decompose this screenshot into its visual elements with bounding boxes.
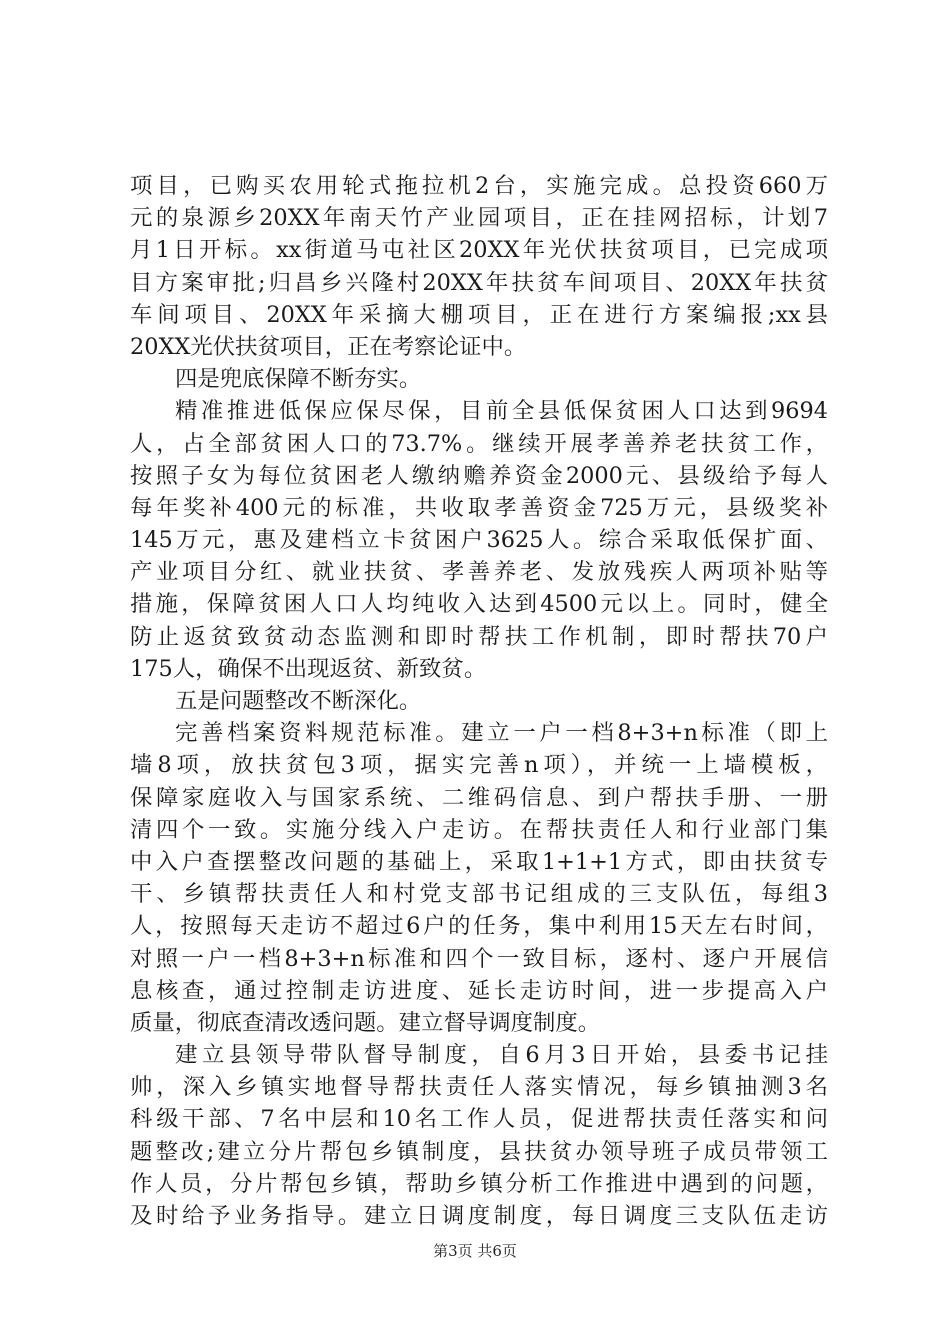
text-line: 完善档案资料规范标准。建立一户一档8+3+n标准（即上 (175, 720, 828, 747)
paragraph (130, 395, 828, 685)
text-line: 质量，彻底查清改透问题。建立督导调度制度。 (130, 1009, 601, 1036)
paragraph (130, 717, 828, 1039)
text-line: 目方案审批;归昌乡兴隆村20XX年扶贫车间项目、20XX年扶贫 (130, 269, 828, 296)
text-line: 墙8项，放扶贫包3项，据实完善n项），并统一上墙模板， (130, 752, 828, 779)
text-line: 题整改;建立分片帮包乡镇制度，县扶贫办领导班子成员带领工 (130, 1138, 828, 1165)
text-line: 防止返贫致贫动态监测和即时帮扶工作机制，即时帮扶70户 (130, 623, 828, 650)
text-line: 人，按照每天走访不超过6户的任务，集中利用15天左右时间， (130, 913, 828, 940)
text-line: 息核查，通过控制走访进度、延长走访时间，进一步提高入户 (130, 977, 828, 1004)
text-line: 干、乡镇帮扶责任人和村党支部书记组成的三支队伍，每组3 (130, 881, 828, 908)
text-line: 20XX光伏扶贫项目，正在考察论证中。 (130, 333, 527, 360)
page-number: 第3页 共6页 (433, 1242, 517, 1260)
text-line: 中入户查摆整改问题的基础上，采取1+1+1方式，即由扶贫专 (130, 848, 828, 875)
document-body (130, 170, 828, 1232)
text-line: 每年奖补400元的标准，共收取孝善资金725万元，县级奖补 (130, 494, 828, 521)
text-line: 175人，确保不出现返贫、新致贫。 (130, 655, 487, 682)
text-line: 措施，保障贫困人口人均纯收入达到4500元以上。同时，健全 (130, 591, 828, 618)
text-line: 人，占全部贫困人口的73.7%。继续开展孝善养老扶贫工作， (130, 430, 828, 457)
text-line: 建立县领导带队督导制度，自6月3日开始，县委书记挂 (175, 1042, 828, 1069)
text-line: 对照一户一档8+3+n标准和四个一致目标，逐村、逐户开展信 (130, 945, 828, 972)
text-line: 产业项目分红、就业扶贫、孝善养老、发放残疾人两项补贴等 (130, 559, 828, 586)
text-line: 精准推进低保应保尽保，目前全县低保贫困人口达到9694 (175, 398, 828, 425)
text-line: 月1日开标。xx街道马屯社区20XX年光伏扶贫项目，已完成项 (130, 237, 828, 264)
text-line: 及时给予业务指导。建立日调度制度，每日调度三支队伍走访 (130, 1203, 828, 1229)
paragraph (130, 170, 828, 363)
page-footer (0, 1241, 950, 1261)
text-line: 作人员，分片帮包乡镇，帮助乡镇分析工作推进中遇到的问题， (130, 1170, 828, 1197)
text-line: 按照子女为每位贫困老人缴纳赡养资金2000元、县级给予每人 (130, 462, 828, 489)
text-line: 车间项目、20XX年采摘大棚项目，正在进行方案编报;xx县 (130, 301, 828, 328)
text-line: 四是兜底保障不断夯实。 (175, 366, 422, 393)
text-line: 清四个一致。实施分线入户走访。在帮扶责任人和行业部门集 (130, 816, 828, 843)
text-line: 项目，已购买农用轮式拖拉机2台，实施完成。总投资660万 (130, 173, 828, 199)
text-line: 帅，深入乡镇实地督导帮扶责任人落实情况，每乡镇抽测3名 (130, 1074, 828, 1101)
text-line: 科级干部、7名中层和10名工作人员，促进帮扶责任落实和问 (130, 1106, 828, 1133)
section-heading (130, 363, 828, 395)
section-heading (130, 685, 828, 717)
text-line: 保障家庭收入与国家系统、二维码信息、到户帮扶手册、一册 (130, 784, 828, 811)
text-line: 五是问题整改不断深化。 (175, 688, 422, 714)
text-line: 元的泉源乡20XX年南天竹产业园项目，正在挂网招标，计划7 (130, 205, 828, 232)
text-line: 145万元，惠及建档立卡贫困户3625人。综合采取低保扩面、 (130, 527, 828, 554)
paragraph (130, 1039, 828, 1232)
